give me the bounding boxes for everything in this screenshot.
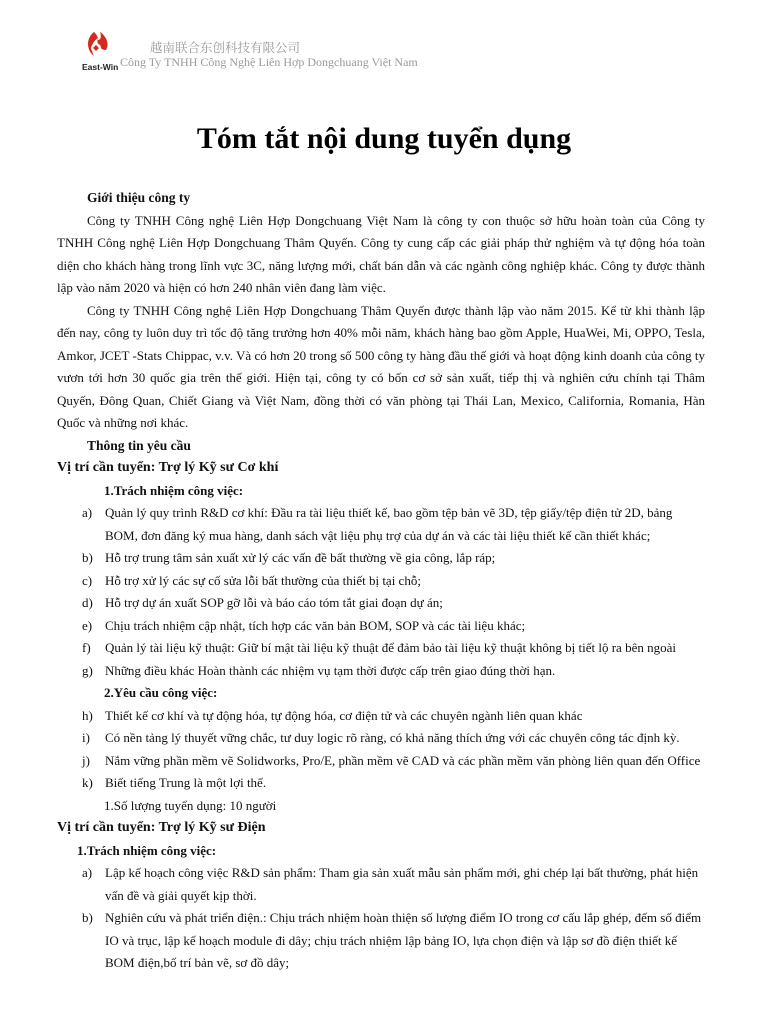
list-item (57, 570, 705, 593)
subsection-heading-duties: 1.Trách nhiệm công việc: (77, 842, 217, 858)
list-item (57, 502, 705, 547)
list-item-text: Quản lý quy trình R&D cơ khí: Đầu ra tài liệu thiết kế, bao gồm tệp bản vẽ 3D, tệp giấy/tệp điện tử 2D, bảng BOM, đơn đăng ký mua hàng, danh sách vật liệu phụ trợ của dự án và các tài liệu thiết kế cần thiết khác; (105, 505, 673, 543)
list-item-text: Thiết kế cơ khí và tự động hóa, tự động hóa, cơ điện tử và các chuyên ngành liên quan khác (105, 707, 583, 723)
position-title: Vị trí cần tuyển: Trợ lý Kỹ sư Điện (57, 820, 266, 835)
list-item (57, 772, 705, 795)
list-item-label: j) (82, 752, 90, 768)
document-header (80, 26, 480, 76)
list-item-label: b) (82, 910, 93, 925)
document-body (57, 187, 705, 975)
list-item (57, 750, 705, 773)
list-item (57, 660, 705, 683)
list-item-text: Hỗ trợ trung tâm sản xuất xử lý các vấn đề bất thường về gia công, lắp ráp; (105, 550, 496, 565)
company-name-vietnamese: Công Ty TNHH Công Nghệ Liên Hợp Dongchuang Việt Nam (120, 55, 418, 69)
list-item-label: b) (82, 550, 93, 565)
position-title: Vị trí cần tuyển: Trợ lý Kỹ sư Cơ khí (57, 460, 279, 475)
list-item (57, 615, 705, 638)
list-item-text: Chịu trách nhiệm cập nhật, tích hợp các văn bản BOM, SOP và các tài liệu khác; (105, 617, 526, 633)
list-item-label: k) (82, 775, 93, 790)
list-item-text: Hỗ trợ xử lý các sự cố sửa lỗi bất thường của thiết bị tại chỗ; (105, 572, 421, 588)
list-item-text: Có nền tảng lý thuyết vững chắc, tư duy logic rõ ràng, có khả năng thích ứng với các chuyên công tác định kỳ. (105, 730, 680, 745)
list-item (57, 592, 705, 615)
list-item-label: h) (82, 707, 93, 723)
list-item (57, 862, 705, 907)
list-item-label: f) (82, 640, 91, 655)
headcount-note: 1.Số lượng tuyển dụng: 10 người (104, 797, 277, 813)
list-item-label: i) (82, 730, 90, 745)
section-heading-requirements: Thông tin yêu cầu (87, 437, 191, 453)
list-item-text: Quản lý tài liệu kỹ thuật: Giữ bí mật tài liệu kỹ thuật để đảm bảo tài liệu kỹ thuật không bị tiết lộ ra bên ngoài (105, 640, 676, 655)
list-item-label: a) (82, 865, 93, 880)
list-item (57, 727, 705, 750)
list-item-text: Hỗ trợ dự án xuất SOP gỡ lỗi và báo cáo tóm tắt giai đoạn dự án; (105, 595, 443, 610)
page-title: Tóm tắt nội dung tuyển dụng (196, 122, 572, 155)
section-heading-intro: Giới thiệu công ty (87, 190, 191, 205)
list-item-text: Biết tiếng Trung là một lợi thế. (105, 775, 267, 790)
company-name-chinese: 越南联合东创科技有限公司 (150, 40, 301, 55)
list-item-text: Những điều khác Hoàn thành các nhiệm vụ tạm thời được cấp trên giao đúng thời hạn. (105, 662, 556, 678)
list-item-text: Nắm vững phần mềm vẽ Solidworks, Pro/E, phần mềm vẽ CAD và các phần mềm văn phòng liên quan đến Office (105, 752, 701, 768)
list-item (57, 637, 705, 660)
intro-paragraph: Công ty TNHH Công nghệ Liên Hợp Dongchuang Thâm Quyến được thành lập vào năm 2015. Kể từ khi thành lập đến nay, công ty luôn duy trì tốc độ tăng trưởng hơn 40% mỗi năm, khách hàng bao gồm Apple, HuaWei, Mi, OPPO, Tesla, Amkor, JCET -Stats Chippac, v.v. Và có hơn 20 trong số 500 công ty hàng đầu thế giới và hoạt động kinh doanh của công ty vươn tới hơn 30 quốc gia trên thế giới. Hiện tại, công ty có bốn cơ sở sản xuất, tiếp thị và nghiên cứu chính tại Thâm Quyến, Đông Quan, Chiết Giang và Việt Nam, đồng thời có văn phòng tại Thái Lan, Mexico, California, Romania, Hàn Quốc và những nơi khác. (57, 302, 705, 430)
list-item (57, 705, 705, 728)
list-item-label: c) (82, 572, 93, 588)
list-item-label: d) (82, 595, 93, 610)
subsection-heading-requirements: 2.Yêu cầu công việc: (104, 685, 218, 700)
list-item-label: a) (82, 505, 93, 520)
list-item-label: e) (82, 617, 93, 633)
list-item-text: Lập kế hoạch công việc R&D sản phẩm: Tham gia sản xuất mẫu sản phẩm mới, ghi chép lại bất thường, phát hiện vấn đề và giải quyết kịp thời. (105, 865, 699, 903)
subsection-heading-duties: 1.Trách nhiệm công việc: (104, 482, 244, 498)
logo-text: East-Win (82, 62, 119, 72)
intro-paragraph: Công ty TNHH Công nghệ Liên Hợp Dongchuang Việt Nam là công ty con thuộc sở hữu hoàn toàn của Công ty TNHH Công nghệ Liên Hợp Dongchuang Thâm Quyến. Công ty cung cấp các giải pháp thử nghiệm và tự động hóa toàn diện cho khách hàng trong lĩnh vực 3C, năng lượng mới, chất bán dẫn và các ngành công nghiệp khác. Công ty được thành lập vào năm 2020 và hiện có hơn 240 nhân viên đang làm việc. (57, 212, 705, 295)
list-item-label: g) (82, 662, 93, 678)
list-item-text: Nghiên cứu và phát triển điện.: Chịu trách nhiệm hoàn thiện số lượng điểm IO trong cơ cấu lắp ghép, đếm số điểm IO và trục, lập kế hoạch module đi dây; chịu trách nhiệm lập bảng IO, lựa chọn điện và lập sơ đồ điện thiết kế BOM điện,bố trí bản vẽ, sơ đồ dây; (105, 910, 702, 970)
list-item (57, 907, 705, 975)
list-item (57, 547, 705, 570)
